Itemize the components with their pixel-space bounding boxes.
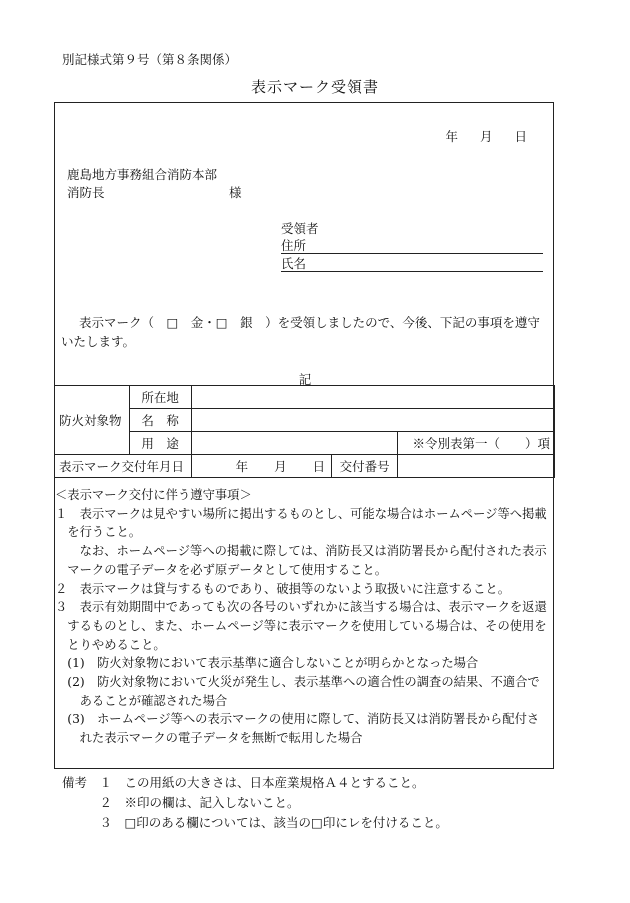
rule-line: (3) ホームページ等への表示マークの使用に際して、消防長又は消防署長から配付さ xyxy=(55,712,540,727)
remark-line: ３ □印のある欄については、該当の□印にレを付けること。 xyxy=(62,815,448,830)
form-frame xyxy=(54,102,554,769)
remark-line: ２ ※印の欄は、記入しないこと。 xyxy=(62,795,300,810)
use-label: 用 途 xyxy=(129,432,191,455)
addressee-title xyxy=(67,183,242,201)
body-text-line1: 表示マーク（ □ 金・□ 銀 ）を受領しましたので、今後、下記の事項を遵守 xyxy=(79,315,540,330)
issue-day: 日 xyxy=(312,459,326,474)
use-category: ※令別表第一（ ）項 xyxy=(398,432,555,455)
remark-line: 備考 １ この用紙の大きさは、日本産業規格Ａ４とすること。 xyxy=(62,775,425,790)
compliance-rules xyxy=(55,486,555,748)
date-day-label: 日 xyxy=(514,129,527,144)
rule-line: するものとし、また、ホームページ等に表示マークを使用している場合は、その使用を xyxy=(55,618,547,633)
issue-date-input[interactable] xyxy=(191,455,331,478)
issue-number-label: 交付番号 xyxy=(331,455,398,478)
location-label: 所在地 xyxy=(129,386,191,409)
issue-month: 月 xyxy=(274,459,287,474)
rule-line: を行うこと。 xyxy=(55,525,142,540)
address-label: 住所 xyxy=(281,238,307,253)
rule-line: (2) 防火対象物において火災が発生し、表示基準への適合性の調査の結果、不適合で xyxy=(55,675,540,690)
name-label: 氏名 xyxy=(281,256,307,271)
rule-line: ２ 表示マークは貸与するものであり、破損等のないよう取扱いに注意すること。 xyxy=(55,581,510,596)
issue-year: 年 xyxy=(235,459,249,474)
name-input[interactable] xyxy=(191,409,554,432)
page-title: 表示マーク受領書 xyxy=(250,78,379,96)
body-text-line2: いたします。 xyxy=(61,334,136,349)
rule-line: なお、ホームページ等への掲載に際しては、消防長又は消防署長から配付された表示 xyxy=(55,544,547,559)
date-month-label: 月 xyxy=(479,129,493,144)
issue-date-label: 表示マーク交付年月日 xyxy=(55,455,192,478)
honorific: 様 xyxy=(229,185,242,200)
rule-line: (1) 防火対象物において表示基準に適合しないことが明らかとなった場合 xyxy=(55,656,479,671)
name-label-cell: 名 称 xyxy=(129,409,191,432)
date-field[interactable] xyxy=(423,127,527,145)
rule-line: あることが確認された場合 xyxy=(55,693,228,708)
property-table xyxy=(54,385,555,478)
location-input[interactable] xyxy=(191,386,554,409)
group-label: 防火対象物 xyxy=(55,386,130,455)
form-number: 別記様式第９号（第８条関係） xyxy=(62,52,238,67)
address-field[interactable] xyxy=(281,236,543,254)
addressee-organization: 鹿島地方事務組合消防本部 xyxy=(67,167,218,182)
rule-line: れた表示マークの電子データを無断で転用した場合 xyxy=(55,731,363,746)
rules-heading: ＜表示マーク交付に伴う遵守事項＞ xyxy=(55,488,252,502)
issue-number-input[interactable] xyxy=(398,455,555,478)
date-year-label: 年 xyxy=(445,129,458,144)
rule-line: １ 表示マークは見やすい場所に掲出するものとし、可能な場合はホームページ等へ掲載 xyxy=(55,506,547,521)
rule-line: とりやめること。 xyxy=(55,637,166,652)
remarks xyxy=(62,773,448,833)
use-input[interactable] xyxy=(191,432,398,455)
rule-line: マークの電子データを必ず原データとして使用すること。 xyxy=(55,562,388,577)
recipient-label: 受領者 xyxy=(281,221,319,236)
rule-line: ３ 表示有効期間中であっても次の各号のいずれかに該当する場合は、表示マークを返還 xyxy=(55,600,547,615)
name-field[interactable] xyxy=(281,254,543,272)
ki-heading: 記 xyxy=(298,372,312,387)
addressee-chief: 消防長 xyxy=(67,185,105,200)
